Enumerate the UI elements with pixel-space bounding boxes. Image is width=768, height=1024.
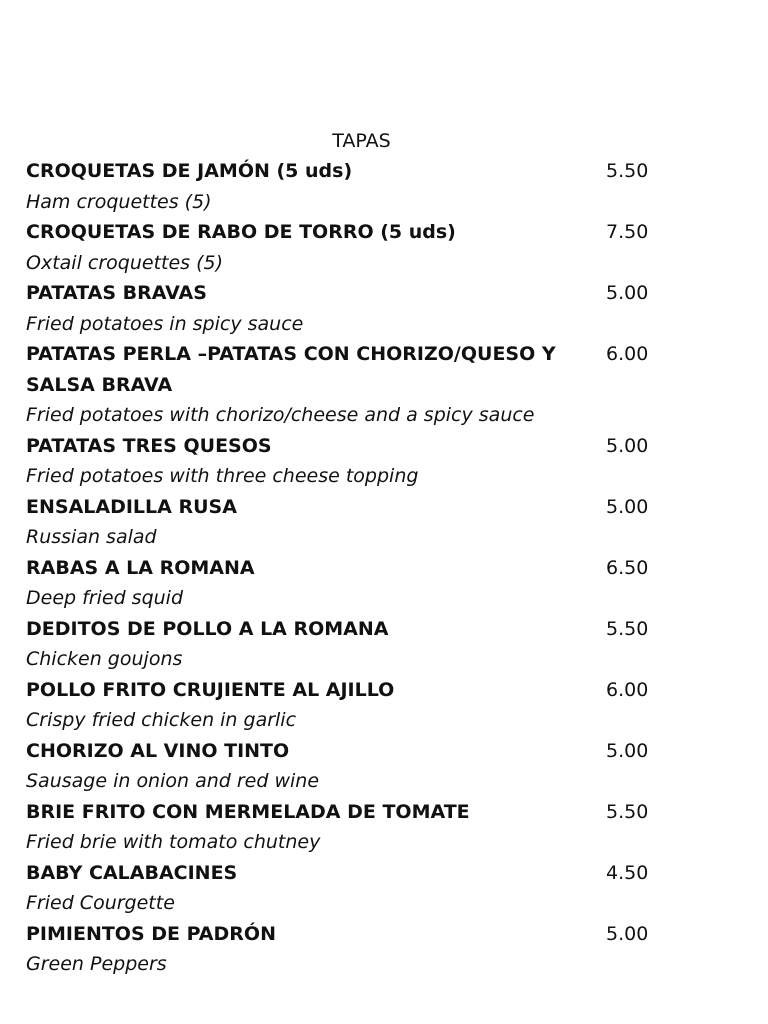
menu-item-price: 6.00 xyxy=(606,678,649,701)
menu-item-name: BABY CALABACINES xyxy=(26,861,238,884)
menu-item-description: Fried potatoes with chorizo/cheese and a spicy sauce xyxy=(26,404,535,426)
menu-item-price: 5.50 xyxy=(606,800,649,823)
menu-item xyxy=(26,736,666,797)
menu-item xyxy=(26,339,666,431)
menu-item-name: RABAS A LA ROMANA xyxy=(26,556,255,579)
menu-item-row xyxy=(26,431,666,462)
menu-item-price: 5.50 xyxy=(606,617,649,640)
menu-item-name: PATATAS TRES QUESOS xyxy=(26,434,272,457)
menu-item-row xyxy=(26,339,666,400)
menu-item-row xyxy=(26,156,666,187)
menu-item xyxy=(26,156,666,217)
menu-item-price: 4.50 xyxy=(606,861,649,884)
menu-item-row xyxy=(26,797,666,828)
menu-item xyxy=(26,919,666,980)
menu-item-name: POLLO FRITO CRUJIENTE AL AJILLO xyxy=(26,678,395,701)
menu-item-price: 5.00 xyxy=(606,739,649,762)
menu-item-row xyxy=(26,919,666,950)
section-title: TAPAS xyxy=(332,130,391,152)
menu-item-row xyxy=(26,492,666,523)
menu-item-price: 7.50 xyxy=(606,221,649,243)
menu-item-name: CROQUETAS DE RABO DE TORRO (5 uds) xyxy=(26,221,456,243)
menu-item-name: PIMIENTOS DE PADRÓN xyxy=(26,922,276,945)
menu-item xyxy=(26,858,666,919)
menu-item-row xyxy=(26,553,666,584)
menu-item-description: Fried Courgette xyxy=(26,892,175,914)
menu-item-name: CROQUETAS DE JAMÓN (5 uds) xyxy=(26,160,353,182)
menu-item xyxy=(26,797,666,858)
tapas-menu xyxy=(26,126,666,980)
menu-item-description: Fried potatoes with three cheese topping xyxy=(26,465,419,487)
menu-item-name: CHORIZO AL VINO TINTO xyxy=(26,739,290,762)
menu-item xyxy=(26,431,666,492)
menu-item xyxy=(26,553,666,614)
menu-item-name: DEDITOS DE POLLO A LA ROMANA xyxy=(26,617,389,640)
menu-item-name: BRIE FRITO CON MERMELADA DE TOMATE xyxy=(26,800,470,823)
menu-item-price: 5.00 xyxy=(606,495,649,518)
menu-item-row xyxy=(26,736,666,767)
menu-item-name: PATATAS BRAVAS xyxy=(26,282,207,304)
menu-item-name: PATATAS PERLA –PATATAS CON CHORIZO/QUESO Y SALSA BRAVA xyxy=(26,343,556,396)
menu-item-row xyxy=(26,858,666,889)
menu-item-name: ENSALADILLA RUSA xyxy=(26,495,237,518)
menu-item-description: Fried brie with tomato chutney xyxy=(26,831,321,853)
menu-item-row xyxy=(26,217,666,248)
menu-item xyxy=(26,278,666,339)
menu-item-price: 5.50 xyxy=(606,160,649,182)
menu-item-description: Chicken goujons xyxy=(26,648,183,670)
menu-item-description: Green Peppers xyxy=(26,953,167,975)
menu-item-row xyxy=(26,614,666,645)
menu-item-description: Crispy fried chicken in garlic xyxy=(26,709,297,731)
menu-item-price: 5.00 xyxy=(606,282,649,304)
menu-item-price: 6.00 xyxy=(606,343,649,365)
menu-item xyxy=(26,675,666,736)
menu-item-price: 5.00 xyxy=(606,922,649,945)
menu-item-row xyxy=(26,278,666,309)
menu-item-description: Sausage in onion and red wine xyxy=(26,770,320,792)
menu-item-description: Deep fried squid xyxy=(26,587,184,609)
menu-item-description: Russian salad xyxy=(26,526,157,548)
menu-item xyxy=(26,217,666,278)
menu-item-description: Oxtail croquettes (5) xyxy=(26,251,224,274)
menu-item-description: Ham croquettes (5) xyxy=(26,190,212,213)
menu-item-row xyxy=(26,675,666,706)
menu-item xyxy=(26,492,666,553)
menu-item-price: 5.00 xyxy=(606,434,649,457)
menu-item-price: 6.50 xyxy=(606,556,649,579)
menu-item xyxy=(26,614,666,675)
menu-item-description: Fried potatoes in spicy sauce xyxy=(26,312,304,335)
